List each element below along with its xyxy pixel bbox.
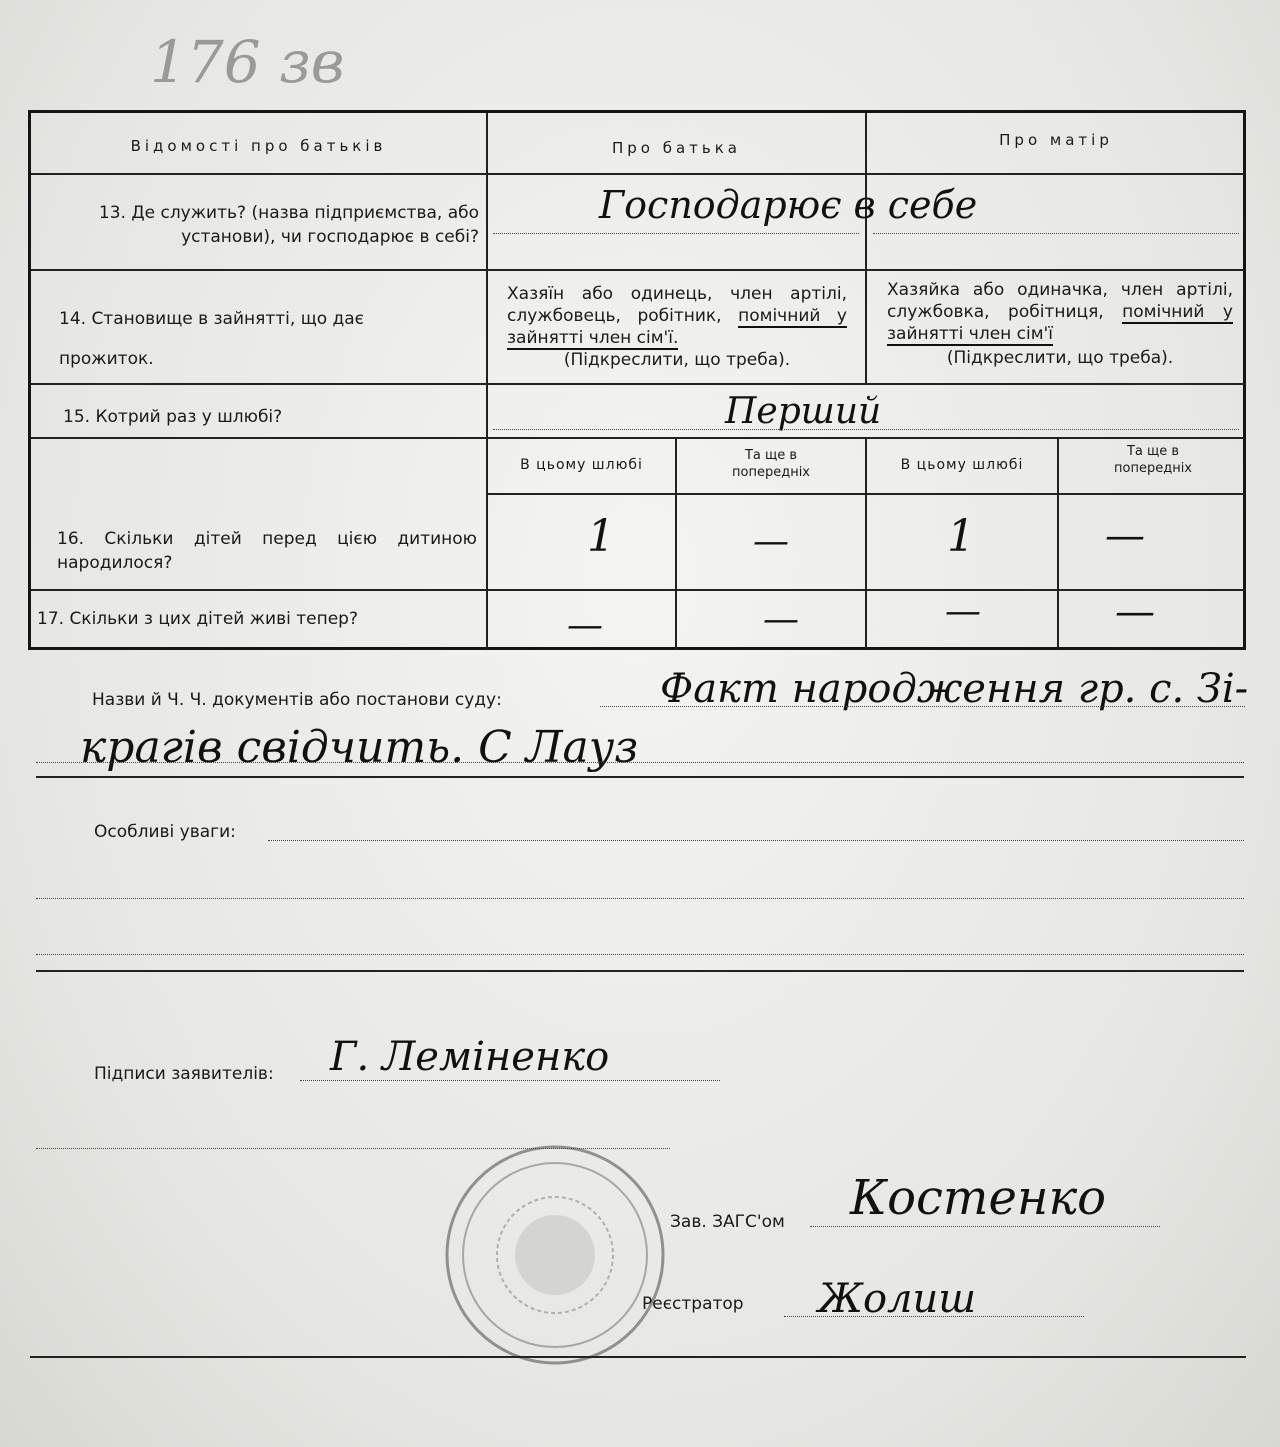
subheader-father-prev: Та ще в попередніх <box>732 448 810 480</box>
row16-father-prev: — <box>753 521 789 562</box>
registrar-label: Реєстратор <box>642 1294 744 1314</box>
row17-father-prev: — <box>763 599 799 640</box>
special-notes-label: Особливі уваги: <box>94 822 236 842</box>
row17-father-this: — <box>567 605 603 646</box>
row14-father-text: Хазяїн або одинець, член артілі, службовець, робітник, <box>507 284 847 326</box>
header-col-mother: Про матір <box>999 131 1113 149</box>
subheader-father-this: В цьому шлюбі <box>520 457 643 473</box>
row17-mother-prev: — <box>1115 589 1155 635</box>
row16-mother-prev: — <box>1105 513 1145 559</box>
row14-label: 14. Становище в зайнятті, що дає прожиток. <box>59 309 365 369</box>
row15-answer: Перший <box>725 391 882 432</box>
head-signature: Костенко <box>850 1170 1107 1226</box>
applicants-signature: Г. Леміненко <box>330 1034 610 1080</box>
row14-father-options <box>507 283 847 349</box>
head-label: Зав. ЗАГС'ом <box>670 1212 785 1232</box>
subheader-mother-prev: Та ще в попередніх <box>1114 444 1192 476</box>
archive-mark: 176 зв <box>150 28 345 96</box>
documents-answer-line2: крагів свідчить. С Лауз <box>80 722 639 773</box>
row14-mother-text: Хазяйка або одиначка, член артілі, службовка, робітниця, <box>887 280 1233 322</box>
documents-label: Назви й Ч. Ч. документів або постанови суду: <box>92 690 502 710</box>
registrar-signature: Жолиш <box>818 1276 977 1322</box>
row13-label: 13. Де служить? (назва підприємства, або установи), чи господарює в себі? <box>98 203 479 247</box>
header-col-parents: Відомості про батьків <box>130 137 387 155</box>
row14-mother-underlined: помічний у зайнятті член сім'ї <box>887 302 1233 344</box>
applicants-label: Підписи заявителів: <box>94 1064 274 1084</box>
header-col-father: Про батька <box>611 139 742 157</box>
row14-mother-note: (Підкреслити, що треба). <box>946 348 1174 368</box>
row17-mother-this: — <box>945 591 981 632</box>
parents-info-table <box>28 110 1246 650</box>
row15-label: 15. Котрий раз у шлюбі? <box>63 407 283 427</box>
row16-label: 16. Скільки дітей перед цією дитиною народилося? <box>57 529 477 573</box>
documents-answer-line1: Факт народження гр. с. Зі- <box>660 666 1249 712</box>
row14-father-note: (Підкреслити, що треба). <box>563 350 791 370</box>
row16-father-this: 1 <box>587 511 615 562</box>
subheader-mother-this: В цьому шлюбі <box>900 457 1024 473</box>
row14-mother-options <box>887 279 1233 345</box>
row17-label: 17. Скільки з цих дітей живі тепер? <box>37 609 358 629</box>
row16-mother-this: 1 <box>947 511 975 562</box>
row13-answer: Господарює в себе <box>599 183 978 227</box>
official-stamp <box>440 1140 670 1370</box>
row14-father-underlined: помічний у зайнятті член сім'ї. <box>507 306 847 348</box>
